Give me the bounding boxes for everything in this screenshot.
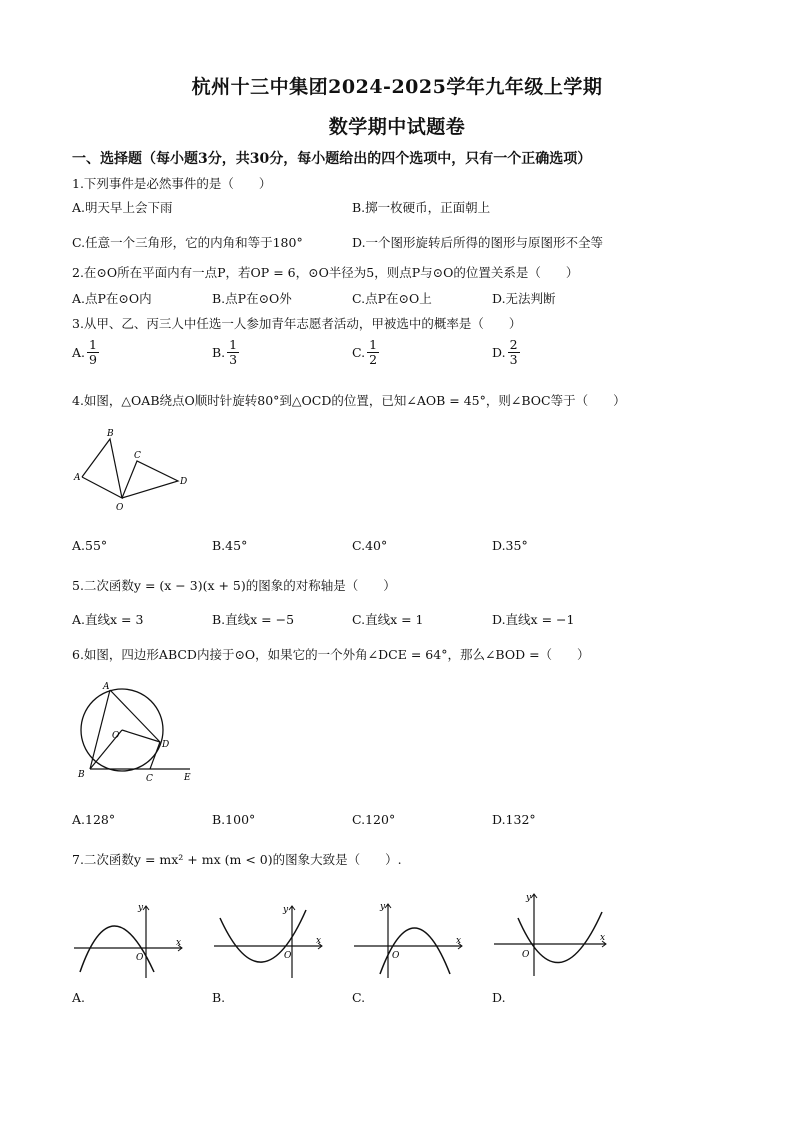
q2-option-d: D.无法判断 [492,291,556,306]
q3-option-a [72,338,99,367]
q7a-x-label: x [176,938,182,948]
q6-option-d: D.132° [492,812,536,827]
q6-label-a: A [103,682,110,692]
q7-graph-c [352,900,467,980]
section-heading: 一、选择题（每小题3分，共30分，每小题给出的四个选项中，只有一个正确选项） [72,151,592,167]
q3-option-d [492,338,520,367]
q6-label-d: D [162,740,170,750]
q4-label-a: A [74,473,81,483]
q5-option-c: C.直线x = 1 [352,612,424,627]
q4-option-c: C.40° [352,538,388,553]
q2-option-a: A.点P在⊙O内 [72,291,152,306]
q7-graph-a [72,900,187,980]
q7d-origin-label: O [522,950,530,960]
q6-label-o: O [112,731,120,741]
q3-option-a-fraction [87,338,99,367]
q3-option-c-label: C. [352,345,366,360]
q7b-y-label: y [283,905,289,915]
q3-option-a-label: A. [72,345,86,360]
q3-option-c [352,338,379,367]
q7a-origin-label: O [136,953,144,963]
denominator: 2 [369,352,378,367]
q7c-y-label: y [380,902,386,912]
q1-option-d: D.一个图形旋转后所得的图形与原图形不全等 [352,235,604,250]
q7-option-a: A. [72,990,86,1005]
q7-option-c: C. [352,990,366,1005]
q6-option-b: B.100° [212,812,256,827]
q7d-x-label: x [600,933,606,943]
q6-option-a: A.128° [72,812,116,827]
q5-option-d: D.直线x = −1 [492,612,575,627]
question-1-stem: 1.下列事件是必然事件的是（ ） [72,176,272,191]
q7b-x-label: x [316,936,322,946]
q7d-y-label: y [526,893,532,903]
q5-option-a: A.直线x = 3 [72,612,144,627]
q3-option-d-fraction [508,338,520,367]
q3-option-b-fraction [227,338,239,367]
exam-title-line2: 数学期中试题卷 [328,116,466,138]
question-7-stem: 7.二次函数y = mx² + mx (m < 0)的图象大致是（ ）. [72,852,402,867]
q7c-x-label: x [456,936,462,946]
q4-option-d: D.35° [492,538,528,553]
question-4-stem: 4.如图，△OAB绕点O顺时针旋转80°到△OCD的位置，已知∠AOB = 45°，则∠BOC等于（ ） [72,393,626,408]
q4-label-d: D [180,477,188,487]
q3-option-b [212,338,239,367]
question-2-stem: 2.在⊙O所在平面内有一点P，若OP = 6，⊙O半径为5，则点P与⊙O的位置关系是（ ） [72,265,579,280]
q1-option-a: A.明天早上会下雨 [72,200,173,215]
q7b-origin-label: O [284,951,292,961]
q4-option-b: B.45° [212,538,248,553]
exam-title-line1: 杭州十三中集团2024-2025学年九年级上学期 [191,76,603,98]
q5-option-b: B.直线x = −5 [212,612,295,627]
q6-circle-figure [70,680,200,785]
q2-option-b: B.点P在⊙O外 [212,291,292,306]
q7c-origin-label: O [392,951,400,961]
question-5-stem: 5.二次函数y = (x − 3)(x + 5)的图象的对称轴是（ ） [72,578,396,593]
q4-label-c: C [134,451,141,461]
q1-option-c: C.任意一个三角形，它的内角和等于180° [72,235,303,250]
q3-option-c-fraction [367,338,379,367]
q2-option-c: C.点P在⊙O上 [352,291,432,306]
q6-option-c: C.120° [352,812,396,827]
q7a-y-label: y [138,903,144,913]
q6-label-b: B [78,770,85,780]
q7-option-b: B. [212,990,226,1005]
q4-label-b: B [107,429,114,439]
q7-graph-d [492,890,612,980]
question-3-stem: 3.从甲、乙、丙三人中任选一人参加青年志愿者活动，甲被选中的概率是（ ） [72,316,522,331]
q1-option-b: B.掷一枚硬币，正面朝上 [352,200,491,215]
q3-option-d-label: D. [492,345,506,360]
numerator: 1 [89,337,97,352]
denominator: 9 [89,352,97,367]
denominator: 3 [509,352,518,367]
numerator: 1 [369,337,378,352]
q7-graph-b [212,900,327,980]
q7-option-d: D. [492,990,506,1005]
q4-triangle-figure [70,425,200,520]
q6-label-e: E [184,773,191,783]
numerator: 1 [229,337,238,352]
denominator: 3 [229,352,238,367]
numerator: 2 [509,337,518,352]
q4-option-a: A.55° [72,538,108,553]
q4-label-o: O [116,503,124,513]
q3-option-b-label: B. [212,345,226,360]
q6-label-c: C [146,774,153,784]
question-6-stem: 6.如图，四边形ABCD内接于⊙O，如果它的一个外角∠DCE = 64°，那么∠BOD =（ ） [72,647,590,662]
